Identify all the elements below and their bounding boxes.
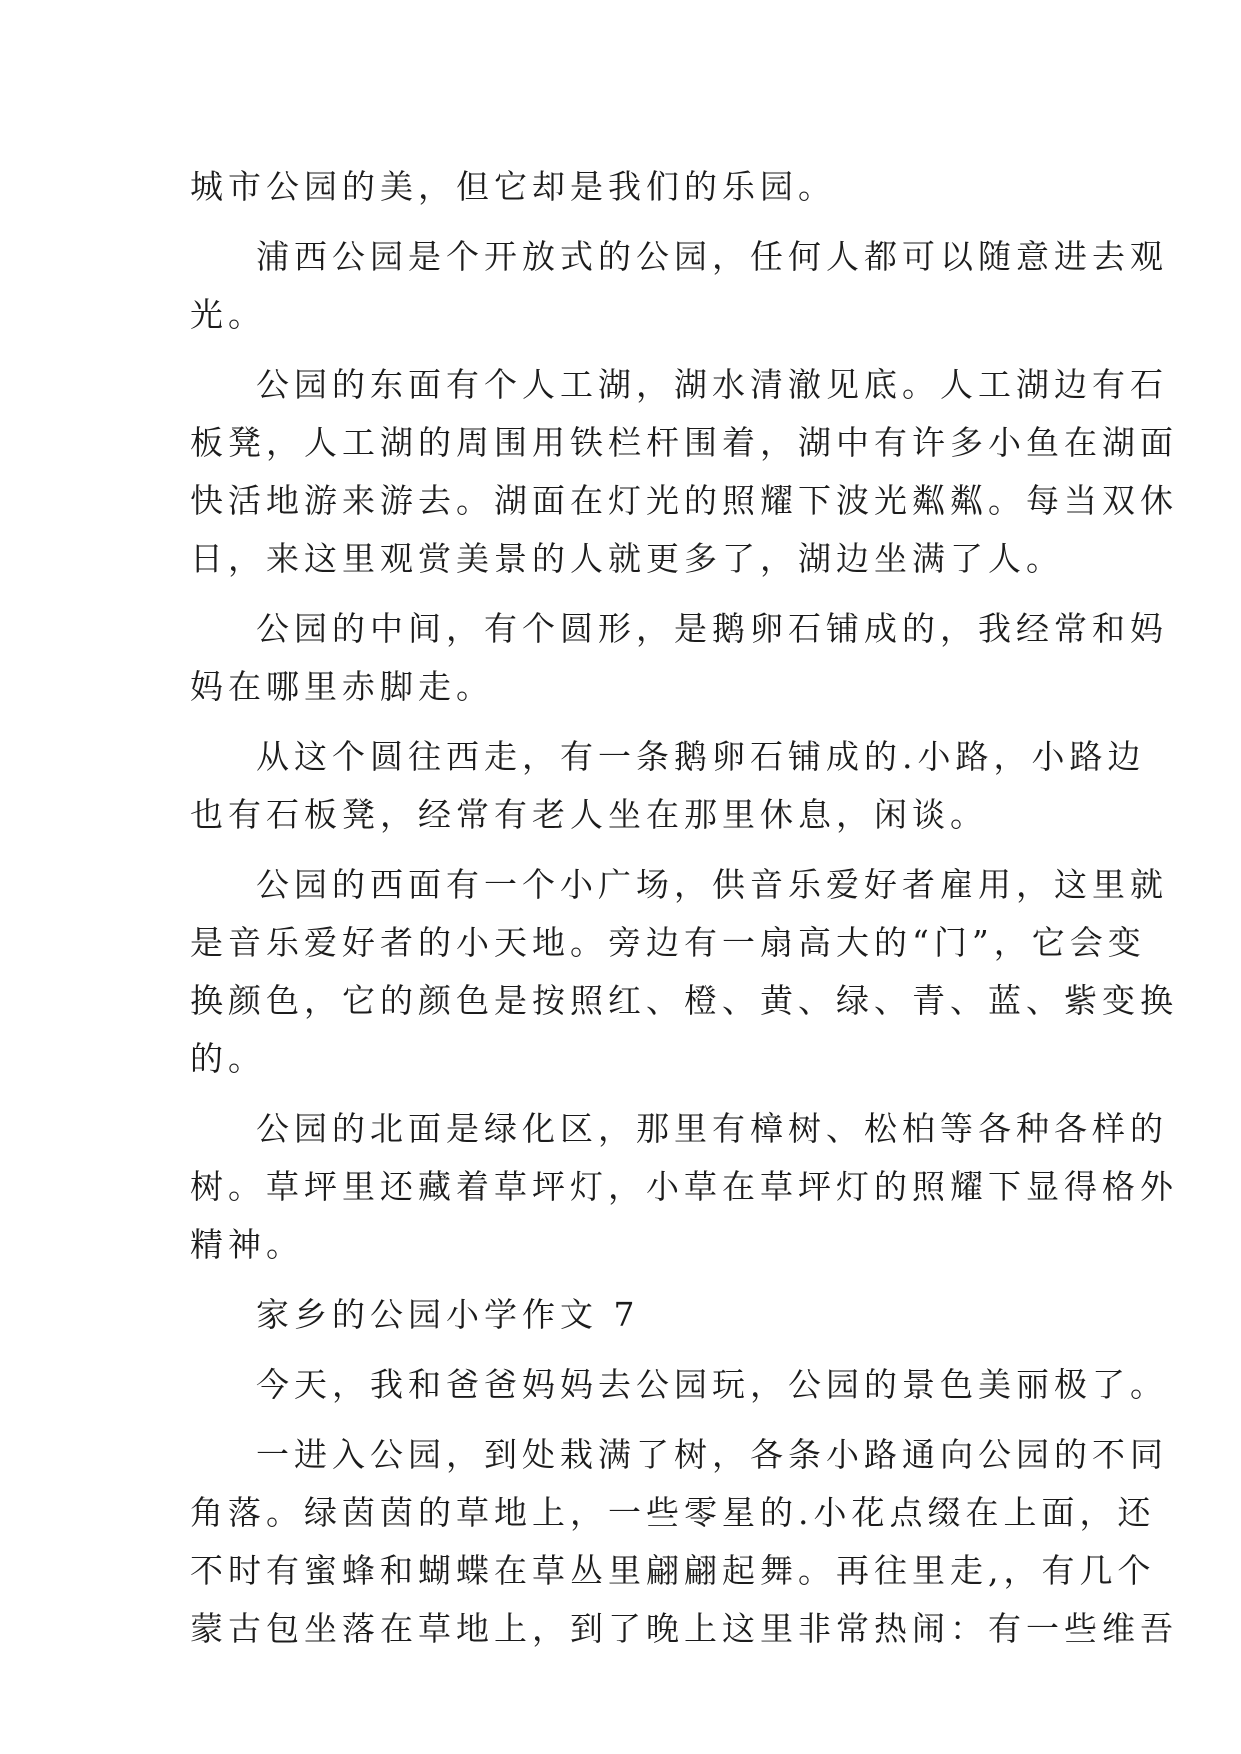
paragraph-line: 角落。绿茵茵的草地上，一些零星的.小花点缀在上面，还 — [190, 1493, 1156, 1532]
paragraph-line: 板凳，人工湖的周围用铁栏杆围着，湖中有许多小鱼在湖面 — [190, 423, 1178, 462]
paragraph-line: 公园的中间，有个圆形，是鹅卵石铺成的，我经常和妈 — [256, 609, 1168, 648]
essay-title: 家乡的公园小学作文 7 — [256, 1295, 640, 1334]
paragraph-line: 从这个圆往西走，有一条鹅卵石铺成的.小路，小路边 — [256, 737, 1146, 776]
paragraph-line: 也有石板凳，经常有老人坐在那里休息，闲谈。 — [190, 795, 988, 834]
paragraph-line: 浦西公园是个开放式的公园，任何人都可以随意进去观 — [256, 237, 1168, 276]
paragraph-line: 公园的东面有个人工湖，湖水清澈见底。人工湖边有石 — [256, 365, 1168, 404]
paragraph-line: 的。 — [190, 1039, 266, 1078]
paragraph-line: 换颜色，它的颜色是按照红、橙、黄、绿、青、蓝、紫变换 — [190, 981, 1178, 1020]
essay-body — [190, 158, 1178, 1658]
paragraph-line: 蒙古包坐落在草地上，到了晚上这里非常热闹：有一些维吾 — [190, 1609, 1178, 1648]
paragraph-line: 妈在哪里赤脚走。 — [190, 667, 494, 706]
paragraph-line: 树。草坪里还藏着草坪灯，小草在草坪灯的照耀下显得格外 — [190, 1167, 1178, 1206]
paragraph-line: 光。 — [190, 295, 266, 334]
paragraph-line: 是音乐爱好者的小天地。旁边有一扇高大的“门”，它会变 — [190, 923, 1146, 962]
paragraph-line: 一进入公园，到处栽满了树，各条小路通向公园的不同 — [256, 1435, 1168, 1474]
paragraph-line: 公园的西面有一个小广场，供音乐爱好者雇用，这里就 — [256, 865, 1168, 904]
paragraph-line: 公园的北面是绿化区，那里有樟树、松柏等各种各样的 — [256, 1109, 1168, 1148]
paragraph-line: 不时有蜜蜂和蝴蝶在草丛里翩翩起舞。再往里走,，有几个 — [190, 1551, 1156, 1590]
paragraph-line: 日，来这里观赏美景的人就更多了，湖边坐满了人。 — [190, 539, 1064, 578]
paragraph-line: 城市公园的美，但它却是我们的乐园。 — [190, 167, 836, 206]
paragraph-line: 快活地游来游去。湖面在灯光的照耀下波光粼粼。每当双休 — [190, 481, 1178, 520]
paragraph-line: 精神。 — [190, 1225, 304, 1264]
paragraph-line: 今天，我和爸爸妈妈去公园玩，公园的景色美丽极了。 — [256, 1365, 1168, 1404]
